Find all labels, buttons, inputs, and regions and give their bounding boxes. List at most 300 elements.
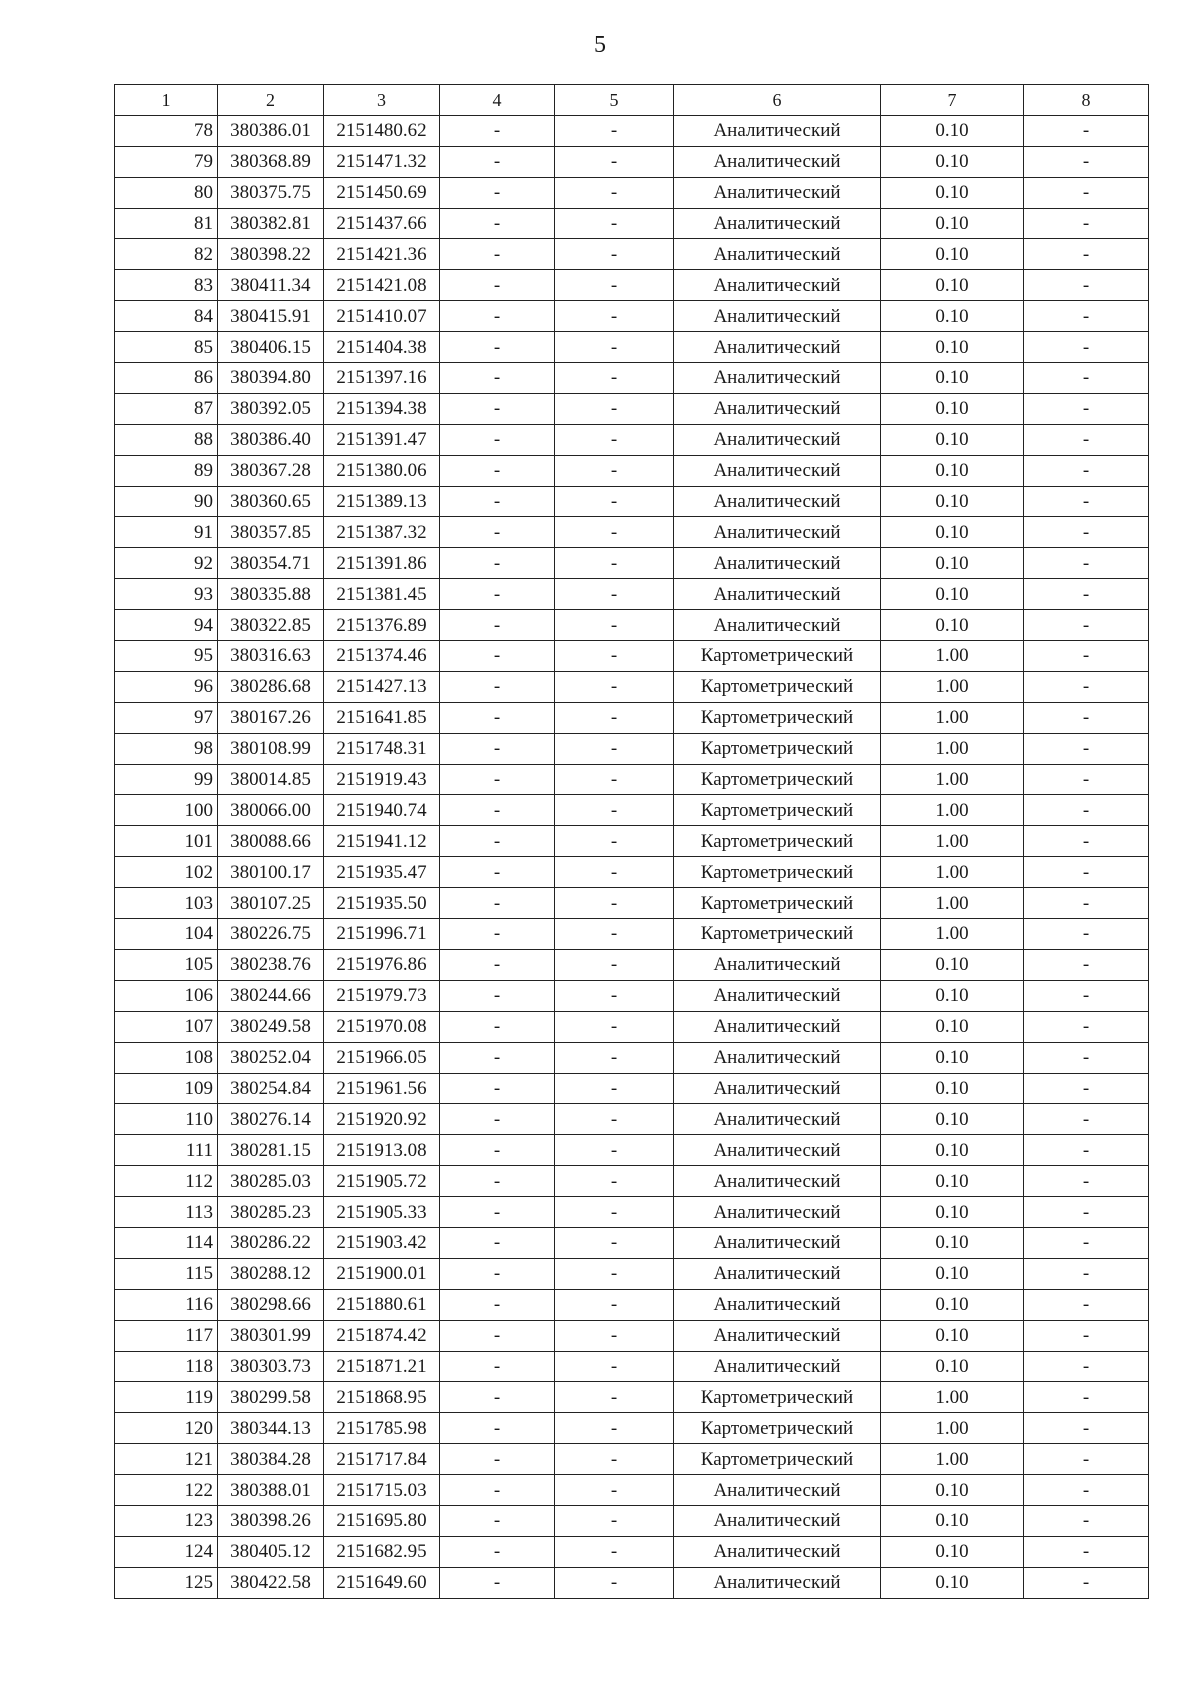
accuracy-cell: 1.00: [881, 733, 1024, 764]
col8-cell: -: [1024, 1166, 1149, 1197]
col5-cell: -: [555, 1289, 674, 1320]
coord-x-cell: 380386.01: [218, 115, 324, 146]
table-row: [115, 270, 1149, 301]
accuracy-cell: 1.00: [881, 826, 1024, 857]
col5-cell: -: [555, 1104, 674, 1135]
accuracy-cell: 0.10: [881, 610, 1024, 641]
method-cell: Аналитический: [674, 1289, 881, 1320]
method-cell: Картометрический: [674, 733, 881, 764]
col5-cell: -: [555, 795, 674, 826]
method-cell: Аналитический: [674, 1320, 881, 1351]
coord-y-cell: 2151871.21: [324, 1351, 440, 1382]
coord-x-cell: 380382.81: [218, 208, 324, 239]
col4-cell: -: [440, 1135, 555, 1166]
coord-y-cell: 2151410.07: [324, 301, 440, 332]
coord-y-cell: 2151471.32: [324, 146, 440, 177]
method-cell: Картометрический: [674, 919, 881, 950]
point-number-cell: 82: [115, 239, 218, 270]
coord-x-cell: 380335.88: [218, 579, 324, 610]
table-row: [115, 1567, 1149, 1598]
table-row: [115, 795, 1149, 826]
point-number-cell: 118: [115, 1351, 218, 1382]
coord-x-cell: 380285.23: [218, 1197, 324, 1228]
col4-cell: -: [440, 764, 555, 795]
table-row: [115, 424, 1149, 455]
coord-x-cell: 380368.89: [218, 146, 324, 177]
col8-cell: -: [1024, 1073, 1149, 1104]
col4-cell: -: [440, 1475, 555, 1506]
coord-y-cell: 2151919.43: [324, 764, 440, 795]
col8-cell: -: [1024, 1444, 1149, 1475]
point-number-cell: 109: [115, 1073, 218, 1104]
method-cell: Картометрический: [674, 795, 881, 826]
col5-cell: -: [555, 1351, 674, 1382]
coord-x-cell: 380411.34: [218, 270, 324, 301]
table-row: [115, 208, 1149, 239]
coord-x-cell: 380354.71: [218, 548, 324, 579]
point-number-cell: 108: [115, 1042, 218, 1073]
method-cell: Аналитический: [674, 301, 881, 332]
col4-cell: -: [440, 1258, 555, 1289]
accuracy-cell: 1.00: [881, 1444, 1024, 1475]
col5-cell: -: [555, 1567, 674, 1598]
table-row: [115, 1011, 1149, 1042]
col5-cell: -: [555, 455, 674, 486]
col8-cell: -: [1024, 301, 1149, 332]
coord-y-cell: 2151391.47: [324, 424, 440, 455]
col8-cell: -: [1024, 1475, 1149, 1506]
method-cell: Картометрический: [674, 1413, 881, 1444]
accuracy-cell: 1.00: [881, 919, 1024, 950]
table-row: [115, 1166, 1149, 1197]
col8-cell: -: [1024, 795, 1149, 826]
method-cell: Аналитический: [674, 1258, 881, 1289]
col5-cell: -: [555, 177, 674, 208]
table-row: [115, 888, 1149, 919]
table-row: [115, 1258, 1149, 1289]
coord-x-cell: 380252.04: [218, 1042, 324, 1073]
point-number-cell: 106: [115, 980, 218, 1011]
coord-y-cell: 2151421.08: [324, 270, 440, 301]
col4-cell: -: [440, 332, 555, 363]
coord-y-cell: 2151996.71: [324, 919, 440, 950]
col4-cell: -: [440, 1197, 555, 1228]
coord-x-cell: 380398.22: [218, 239, 324, 270]
col5-cell: -: [555, 146, 674, 177]
coord-y-cell: 2151941.12: [324, 826, 440, 857]
col5-cell: -: [555, 857, 674, 888]
col8-cell: -: [1024, 1197, 1149, 1228]
col4-cell: -: [440, 1011, 555, 1042]
col5-cell: -: [555, 610, 674, 641]
table-row: [115, 486, 1149, 517]
col8-cell: -: [1024, 919, 1149, 950]
point-number-cell: 116: [115, 1289, 218, 1320]
method-cell: Аналитический: [674, 1166, 881, 1197]
accuracy-cell: 0.10: [881, 332, 1024, 363]
method-cell: Аналитический: [674, 424, 881, 455]
col8-cell: -: [1024, 764, 1149, 795]
method-cell: Аналитический: [674, 363, 881, 394]
table-row: [115, 826, 1149, 857]
col4-cell: -: [440, 548, 555, 579]
col4-cell: -: [440, 1382, 555, 1413]
coord-y-cell: 2151874.42: [324, 1320, 440, 1351]
accuracy-cell: 0.10: [881, 1320, 1024, 1351]
accuracy-cell: 0.10: [881, 1135, 1024, 1166]
point-number-cell: 80: [115, 177, 218, 208]
coordinates-table: [114, 84, 1149, 1599]
accuracy-cell: 0.10: [881, 1567, 1024, 1598]
point-number-cell: 96: [115, 671, 218, 702]
table-row: [115, 146, 1149, 177]
table-row: [115, 702, 1149, 733]
table-row: [115, 949, 1149, 980]
point-number-cell: 119: [115, 1382, 218, 1413]
table-row: [115, 1320, 1149, 1351]
coord-y-cell: 2151397.16: [324, 363, 440, 394]
coord-y-cell: 2151380.06: [324, 455, 440, 486]
method-cell: Аналитический: [674, 393, 881, 424]
accuracy-cell: 0.10: [881, 579, 1024, 610]
col5-cell: -: [555, 1197, 674, 1228]
col8-cell: -: [1024, 610, 1149, 641]
col8-cell: -: [1024, 146, 1149, 177]
coord-y-cell: 2151404.38: [324, 332, 440, 363]
accuracy-cell: 1.00: [881, 702, 1024, 733]
table-row: [115, 301, 1149, 332]
method-cell: Картометрический: [674, 857, 881, 888]
col5-cell: -: [555, 1258, 674, 1289]
col8-cell: -: [1024, 1011, 1149, 1042]
coord-x-cell: 380100.17: [218, 857, 324, 888]
coord-y-cell: 2151682.95: [324, 1536, 440, 1567]
col8-cell: -: [1024, 363, 1149, 394]
coord-y-cell: 2151480.62: [324, 115, 440, 146]
col5-cell: -: [555, 363, 674, 394]
method-cell: Аналитический: [674, 1011, 881, 1042]
col8-cell: -: [1024, 857, 1149, 888]
table-row: [115, 1073, 1149, 1104]
coord-y-cell: 2151900.01: [324, 1258, 440, 1289]
accuracy-cell: 1.00: [881, 1413, 1024, 1444]
col8-cell: -: [1024, 579, 1149, 610]
coord-y-cell: 2151376.89: [324, 610, 440, 641]
coord-x-cell: 380299.58: [218, 1382, 324, 1413]
method-cell: Аналитический: [674, 177, 881, 208]
coord-y-cell: 2151935.47: [324, 857, 440, 888]
coord-x-cell: 380244.66: [218, 980, 324, 1011]
accuracy-cell: 1.00: [881, 857, 1024, 888]
accuracy-cell: 0.10: [881, 1104, 1024, 1135]
col8-cell: -: [1024, 177, 1149, 208]
table-header-row: [115, 85, 1149, 116]
accuracy-cell: 0.10: [881, 455, 1024, 486]
coord-x-cell: 380394.80: [218, 363, 324, 394]
accuracy-cell: 0.10: [881, 1011, 1024, 1042]
accuracy-cell: 0.10: [881, 1475, 1024, 1506]
col5-cell: -: [555, 1135, 674, 1166]
point-number-cell: 125: [115, 1567, 218, 1598]
col4-cell: -: [440, 1320, 555, 1351]
coord-x-cell: 380298.66: [218, 1289, 324, 1320]
col5-cell: -: [555, 208, 674, 239]
col5-cell: -: [555, 579, 674, 610]
method-cell: Картометрический: [674, 702, 881, 733]
col4-cell: -: [440, 363, 555, 394]
table-row: [115, 1475, 1149, 1506]
col5-cell: -: [555, 641, 674, 672]
accuracy-cell: 0.10: [881, 424, 1024, 455]
header-cell: 3: [324, 85, 440, 116]
col8-cell: -: [1024, 270, 1149, 301]
coord-x-cell: 380367.28: [218, 455, 324, 486]
col5-cell: -: [555, 1011, 674, 1042]
col8-cell: -: [1024, 1135, 1149, 1166]
table-row: [115, 579, 1149, 610]
col5-cell: -: [555, 1382, 674, 1413]
col8-cell: -: [1024, 733, 1149, 764]
table-row: [115, 1104, 1149, 1135]
table-row: [115, 1351, 1149, 1382]
col8-cell: -: [1024, 455, 1149, 486]
col8-cell: -: [1024, 517, 1149, 548]
header-cell: 2: [218, 85, 324, 116]
coord-x-cell: 380316.63: [218, 641, 324, 672]
col4-cell: -: [440, 1227, 555, 1258]
point-number-cell: 97: [115, 702, 218, 733]
col4-cell: -: [440, 177, 555, 208]
col5-cell: -: [555, 1320, 674, 1351]
method-cell: Картометрический: [674, 1382, 881, 1413]
col5-cell: -: [555, 949, 674, 980]
coord-x-cell: 380415.91: [218, 301, 324, 332]
col8-cell: -: [1024, 1382, 1149, 1413]
method-cell: Аналитический: [674, 1104, 881, 1135]
accuracy-cell: 0.10: [881, 301, 1024, 332]
coord-x-cell: 380288.12: [218, 1258, 324, 1289]
col8-cell: -: [1024, 888, 1149, 919]
accuracy-cell: 0.10: [881, 1197, 1024, 1228]
col8-cell: -: [1024, 1042, 1149, 1073]
accuracy-cell: 0.10: [881, 270, 1024, 301]
point-number-cell: 84: [115, 301, 218, 332]
col5-cell: -: [555, 548, 674, 579]
col5-cell: -: [555, 270, 674, 301]
coord-y-cell: 2151940.74: [324, 795, 440, 826]
table-row: [115, 363, 1149, 394]
col8-cell: -: [1024, 332, 1149, 363]
method-cell: Картометрический: [674, 641, 881, 672]
col4-cell: -: [440, 733, 555, 764]
col5-cell: -: [555, 1042, 674, 1073]
coord-y-cell: 2151421.36: [324, 239, 440, 270]
col8-cell: -: [1024, 424, 1149, 455]
method-cell: Аналитический: [674, 332, 881, 363]
col5-cell: -: [555, 1413, 674, 1444]
col4-cell: -: [440, 579, 555, 610]
col4-cell: -: [440, 424, 555, 455]
col5-cell: -: [555, 424, 674, 455]
method-cell: Картометрический: [674, 888, 881, 919]
accuracy-cell: 1.00: [881, 1382, 1024, 1413]
point-number-cell: 78: [115, 115, 218, 146]
header-cell: 7: [881, 85, 1024, 116]
accuracy-cell: 0.10: [881, 1351, 1024, 1382]
coord-y-cell: 2151717.84: [324, 1444, 440, 1475]
point-number-cell: 111: [115, 1135, 218, 1166]
col4-cell: -: [440, 1505, 555, 1536]
col4-cell: -: [440, 301, 555, 332]
coord-x-cell: 380238.76: [218, 949, 324, 980]
coord-y-cell: 2151695.80: [324, 1505, 440, 1536]
method-cell: Картометрический: [674, 1444, 881, 1475]
table-row: [115, 517, 1149, 548]
coord-x-cell: 380406.15: [218, 332, 324, 363]
coord-x-cell: 380375.75: [218, 177, 324, 208]
coord-x-cell: 380392.05: [218, 393, 324, 424]
table-row: [115, 455, 1149, 486]
accuracy-cell: 0.10: [881, 363, 1024, 394]
accuracy-cell: 1.00: [881, 888, 1024, 919]
header-cell: 4: [440, 85, 555, 116]
col4-cell: -: [440, 1166, 555, 1197]
coord-y-cell: 2151641.85: [324, 702, 440, 733]
col8-cell: -: [1024, 1258, 1149, 1289]
table-row: [115, 980, 1149, 1011]
coord-x-cell: 380107.25: [218, 888, 324, 919]
col8-cell: -: [1024, 949, 1149, 980]
table-row: [115, 1444, 1149, 1475]
point-number-cell: 104: [115, 919, 218, 950]
coord-x-cell: 380014.85: [218, 764, 324, 795]
table-row: [115, 239, 1149, 270]
coord-x-cell: 380066.00: [218, 795, 324, 826]
col5-cell: -: [555, 1227, 674, 1258]
point-number-cell: 90: [115, 486, 218, 517]
method-cell: Аналитический: [674, 548, 881, 579]
col4-cell: -: [440, 208, 555, 239]
coord-y-cell: 2151748.31: [324, 733, 440, 764]
accuracy-cell: 0.10: [881, 393, 1024, 424]
point-number-cell: 112: [115, 1166, 218, 1197]
method-cell: Аналитический: [674, 1042, 881, 1073]
coord-x-cell: 380276.14: [218, 1104, 324, 1135]
coord-x-cell: 380285.03: [218, 1166, 324, 1197]
coord-x-cell: 380088.66: [218, 826, 324, 857]
col4-cell: -: [440, 949, 555, 980]
accuracy-cell: 0.10: [881, 980, 1024, 1011]
accuracy-cell: 0.10: [881, 1166, 1024, 1197]
col5-cell: -: [555, 888, 674, 919]
col4-cell: -: [440, 795, 555, 826]
point-number-cell: 94: [115, 610, 218, 641]
accuracy-cell: 0.10: [881, 1536, 1024, 1567]
coord-y-cell: 2151785.98: [324, 1413, 440, 1444]
table-row: [115, 1505, 1149, 1536]
col4-cell: -: [440, 857, 555, 888]
col4-cell: -: [440, 826, 555, 857]
coord-x-cell: 380249.58: [218, 1011, 324, 1042]
coord-y-cell: 2151387.32: [324, 517, 440, 548]
col4-cell: -: [440, 1073, 555, 1104]
point-number-cell: 89: [115, 455, 218, 486]
point-number-cell: 114: [115, 1227, 218, 1258]
col5-cell: -: [555, 1536, 674, 1567]
col5-cell: -: [555, 1166, 674, 1197]
method-cell: Аналитический: [674, 949, 881, 980]
point-number-cell: 115: [115, 1258, 218, 1289]
header-cell: 5: [555, 85, 674, 116]
col8-cell: -: [1024, 980, 1149, 1011]
point-number-cell: 123: [115, 1505, 218, 1536]
col5-cell: -: [555, 517, 674, 548]
accuracy-cell: 1.00: [881, 764, 1024, 795]
col8-cell: -: [1024, 393, 1149, 424]
accuracy-cell: 0.10: [881, 486, 1024, 517]
col4-cell: -: [440, 1567, 555, 1598]
col8-cell: -: [1024, 1536, 1149, 1567]
table-row: [115, 548, 1149, 579]
point-number-cell: 113: [115, 1197, 218, 1228]
point-number-cell: 107: [115, 1011, 218, 1042]
col4-cell: -: [440, 146, 555, 177]
point-number-cell: 83: [115, 270, 218, 301]
coord-x-cell: 380388.01: [218, 1475, 324, 1506]
col4-cell: -: [440, 671, 555, 702]
table-row: [115, 857, 1149, 888]
point-number-cell: 99: [115, 764, 218, 795]
coord-y-cell: 2151649.60: [324, 1567, 440, 1598]
method-cell: Аналитический: [674, 1505, 881, 1536]
header-cell: 1: [115, 85, 218, 116]
accuracy-cell: 0.10: [881, 949, 1024, 980]
coord-y-cell: 2151715.03: [324, 1475, 440, 1506]
col5-cell: -: [555, 980, 674, 1011]
coord-x-cell: 380286.68: [218, 671, 324, 702]
col4-cell: -: [440, 702, 555, 733]
method-cell: Картометрический: [674, 826, 881, 857]
point-number-cell: 110: [115, 1104, 218, 1135]
col8-cell: -: [1024, 1320, 1149, 1351]
point-number-cell: 121: [115, 1444, 218, 1475]
method-cell: Аналитический: [674, 517, 881, 548]
point-number-cell: 101: [115, 826, 218, 857]
accuracy-cell: 0.10: [881, 517, 1024, 548]
coord-x-cell: 380384.28: [218, 1444, 324, 1475]
coord-y-cell: 2151880.61: [324, 1289, 440, 1320]
col8-cell: -: [1024, 702, 1149, 733]
method-cell: Аналитический: [674, 1351, 881, 1382]
col8-cell: -: [1024, 548, 1149, 579]
col4-cell: -: [440, 919, 555, 950]
col5-cell: -: [555, 332, 674, 363]
point-number-cell: 88: [115, 424, 218, 455]
method-cell: Аналитический: [674, 1536, 881, 1567]
col4-cell: -: [440, 486, 555, 517]
col5-cell: -: [555, 702, 674, 733]
header-cell: 8: [1024, 85, 1149, 116]
col4-cell: -: [440, 980, 555, 1011]
coord-x-cell: 380398.26: [218, 1505, 324, 1536]
table-row: [115, 610, 1149, 641]
point-number-cell: 95: [115, 641, 218, 672]
col8-cell: -: [1024, 1104, 1149, 1135]
method-cell: Аналитический: [674, 1227, 881, 1258]
table-row: [115, 1413, 1149, 1444]
col5-cell: -: [555, 486, 674, 517]
coord-x-cell: 380301.99: [218, 1320, 324, 1351]
